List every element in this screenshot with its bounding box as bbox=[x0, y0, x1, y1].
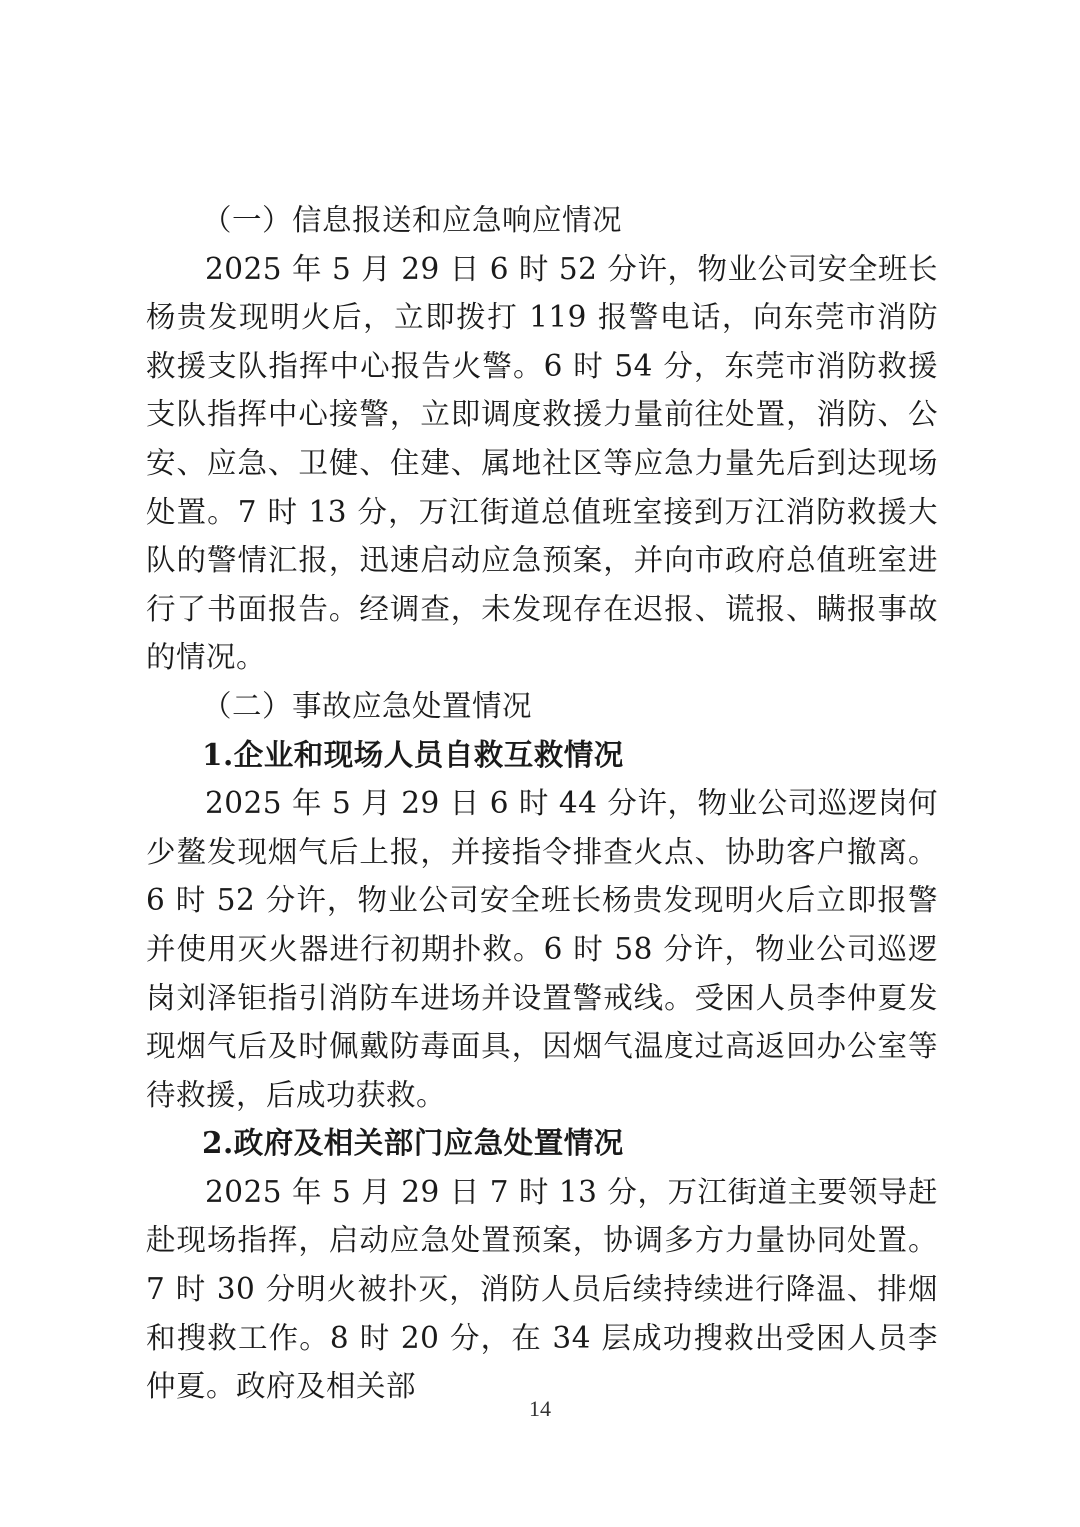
subheading-self-rescue: 1.企业和现场人员自救互救情况 bbox=[202, 736, 624, 772]
page-number: 14 bbox=[529, 1396, 551, 1421]
document-body bbox=[146, 196, 938, 1411]
paragraph-government-response: 2025 年 5 月 29 日 7 时 13 分，万江街道主要领导赶赴现场指挥，启动应急处置预案，协调多方力量协同处置。7 时 30 分明火被扑灭，消防人员后续持续进行降温、排烟和搜救工作。8 时 20 分，在 34 层成功搜救出受困人员李仲夏。政府及相关部 bbox=[146, 1174, 938, 1404]
section-heading-emergency-handling: （二）事故应急处置情况 bbox=[202, 688, 533, 723]
subheading-government-response: 2.政府及相关部门应急处置情况 bbox=[202, 1125, 624, 1161]
paragraph-self-rescue: 2025 年 5 月 29 日 6 时 44 分许，物业公司巡逻岗何少鳌发现烟气后上报，并接指令排查火点、协助客户撤离。6 时 52 分许，物业公司安全班长杨贵发现明火后立即报警并使用灭火器进行初期扑救。6 时 58 分许，物业公司巡逻岗刘泽钜指引消防车进场并设置警戒线。受困人员李仲夏发现烟气后及时佩戴防毒面具，因烟气温度过高返回办公室等待救援，后成功获救。 bbox=[146, 786, 938, 1112]
section-heading-info-report: （一）信息报送和应急响应情况 bbox=[202, 203, 623, 237]
paragraph-info-report: 2025 年 5 月 29 日 6 时 52 分许，物业公司安全班长杨贵发现明火后，立即拨打 119 报警电话，向东莞市消防救援支队指挥中心报告火警。6 时 54 分，东莞市消防救援支队指挥中心接警，立即调度救援力量前往处置，消防、公安、应急、卫健、住建、属地社区等应急力量先后到达现场处置。7 时 13 分，万江街道总值班室接到万江消防救援大队的警情汇报，迅速启动应急预案，并向市政府总值班室进行了书面报告。经调查，未发现存在迟报、谎报、瞒报事故的情况。 bbox=[146, 251, 938, 675]
